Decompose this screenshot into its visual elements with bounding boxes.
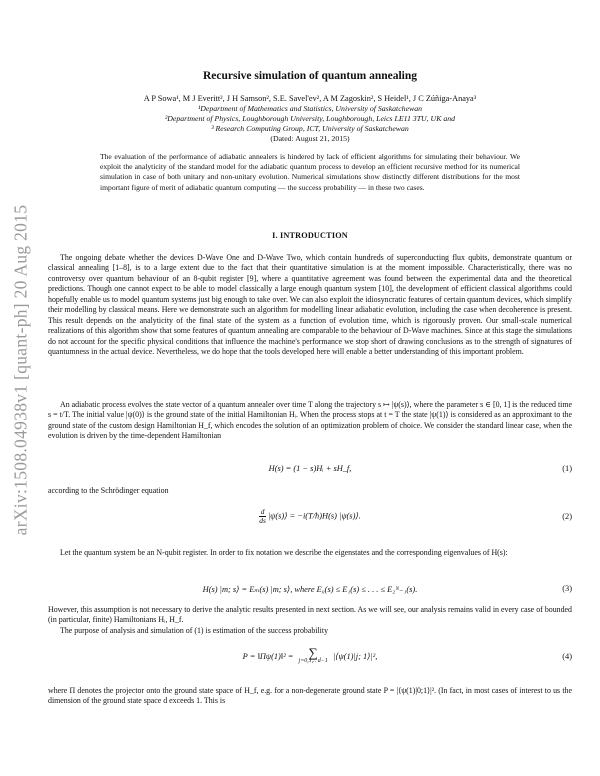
- arxiv-identifier: arXiv:1508.04938v1 [quant-ph] 20 Aug 2015: [10, 204, 31, 536]
- derivative-fraction: [259, 508, 266, 525]
- intro-paragraph-2: An adiabatic process evolves the state vector of a quantum annealer over time T along the trajectory s ↦ |ψ(s)⟩, where the parameter s ∈ [0, 1] is the reduced time s = t/T. The initial value |ψ(0)⟩ is the ground state of the initial Hamiltonian Hᵢ. When the process stops at t = T the state |ψ(1)⟩ is considered as an approximant to the ground state of the custom design Hamiltonian H_f, which encodes the solution of an optimization problem of choice. We consider the standard linear case, when the evolution is driven by the time-dependent Hamiltonian: [48, 400, 572, 441]
- affiliation-3: ³ Research Computing Group, ICT, University of Saskatchewan: [211, 124, 409, 133]
- equation-2-number: (2): [562, 512, 572, 521]
- fraction-denominator: ds: [259, 516, 266, 525]
- section-heading: I. INTRODUCTION: [272, 231, 348, 240]
- summation-limits: j=0,1,.. d−1: [298, 658, 328, 664]
- equation-3: [48, 584, 572, 598]
- equation-4-rhs: |⟨ψ(1)|j; 1⟩|²,: [332, 651, 378, 661]
- intro-paragraph-3: according to the Schrödinger equation: [48, 486, 169, 495]
- abstract: The evaluation of the performance of adiabatic annealers is hindered by lack of efficient algorithms for simulating their behaviour. We exploit the analyticity of the standard model for the adiabatic quantum process to develop an efficient recursive method for its numerical simulation in case of both unitary and non-unitary evolution. Numerical simulations show distinctly different distributions for the most important figure of merit of adiabatic quantum computing — the success probability — in these two cases.: [100, 152, 520, 192]
- fraction-numerator: d: [260, 507, 265, 516]
- equation-2-rhs: |ψ(s)⟩ = −i(T/ħ)H(s) |ψ(s)⟩.: [267, 511, 361, 521]
- intro-paragraph-1: The ongoing debate whether the devices D-Wave One and D-Wave Two, which contain hundreds of superconducting flux qubits, demonstrate quantum or classical annealing [1–8], is to a large extent due to the fact that their quantitative simulation is at the moment impossible. Characteristically, there was no controversy over quantum behaviour of an 8-qubit register [9], where a quantitative agreement was found between the experimental data and the theoretical predictions. Though one cannot expect to be able to model classically a large enough quantum system [10], the development of efficient classical algorithms could hopefully enable us to model quantum systems just big enough to take over. We can also exploit the idiosyncratic features of certain quantum devices, which simplify their modelling by classical means. Here we demonstrate such an algorithm for modelling linear adiabatic evolution, including the case when decoherence is present. This result depends on the analyticity of the final state of the system as a function of evolution time, which is rigorously proven. Our small-scale numerical realizations of this algorithm show that some features of quantum annealing are comparable to the behaviour of D-Wave machines. Since at this stage the simulations do not account for the specific physical conditions that influence the machine's performance we stop short of drawing conclusions as to the strength of signatures of quantumness in the actual device. Nevertheless, we do hope that the tools developed here will enable a better understanding of this important problem.: [48, 253, 572, 357]
- summation: [298, 645, 328, 666]
- paper-title: Recursive simulation of quantum annealing: [202, 70, 418, 82]
- summation-symbol: ∑: [308, 645, 318, 660]
- affiliation-2: ²Department of Physics, Loughborough University, Loughborough, Leics LE11 3TU, UK and: [164, 114, 456, 123]
- equation-1: [48, 464, 572, 478]
- intro-paragraph-6: The purpose of analysis and simulation of (1) is estimation of the success probability: [60, 626, 329, 635]
- equation-3-number: (3): [562, 584, 572, 593]
- equation-1-body: H(s) = (1 − s)Hᵢ + sH_f,: [268, 464, 352, 473]
- equation-2: [48, 508, 572, 528]
- equation-1-number: (1): [562, 464, 572, 473]
- intro-paragraph-7: where Π denotes the projector onto the ground state space of H_f, e.g. for a non-degenerate ground state P = |⟨ψ(1)|0;1⟩|². (In fact, in most cases of interest to us the dimension of the ground state space d exceeds 1. This is: [48, 686, 572, 706]
- equation-4: [48, 645, 572, 674]
- dated-line: (Dated: August 21, 2015): [270, 134, 350, 143]
- intro-paragraph-4: Let the quantum system be an N-qubit register. In order to fix notation we describe the eigenstates and the corresponding eigenvalues of H(s):: [60, 548, 508, 557]
- equation-4-number: (4): [562, 652, 572, 661]
- equation-3-body: H(s) |m; s⟩ = Eₘ(s) |m; s⟩, where E₀(s) ≤ E₁(s) ≤ . . . ≤ E₂ᴺ₋₁(s).: [202, 585, 418, 594]
- author-list: A P Sowa¹, M J Everitt², J H Samson², S.E. Savel'ev², A M Zagoskin², S Heidel¹, J C Zúñiga-Anaya³: [143, 94, 477, 103]
- arxiv-sidebar-stamp: [4, 160, 38, 580]
- affiliation-1: ¹Department of Mathematics and Statistics, University of Saskatchewan: [197, 104, 423, 113]
- intro-paragraph-5: However, this assumption is not necessary to derive the analytic results presented in next section. As we will see, our analysis remains valid in every case of bounded (in particular, finite) Hamiltonians Hᵢ, H_f.: [48, 605, 572, 625]
- equation-4-lhs: P = ‖Πψ(1)‖² =: [242, 651, 294, 661]
